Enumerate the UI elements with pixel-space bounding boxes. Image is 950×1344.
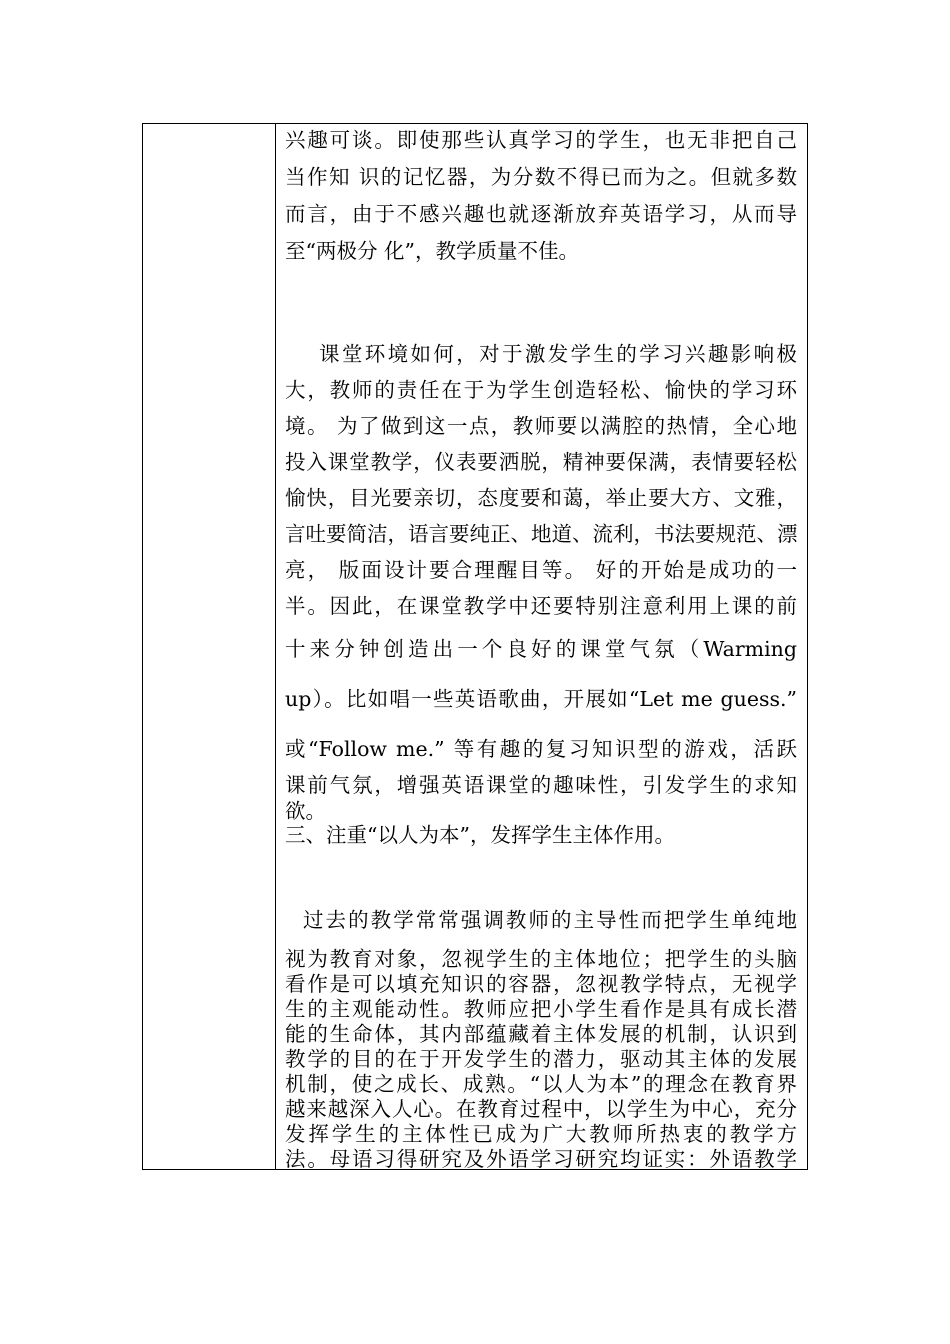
text-line: 当作知 识的记忆器，为分数不得已而为之。但就多数 (285, 165, 797, 189)
text-line: 或“Follow me.” 等有趣的复习知识型的游戏，活跃 (285, 737, 797, 761)
text-line: 兴趣可谈。即使那些认真学习的学生，也无非把自己 (285, 128, 797, 152)
text-line: 教学的目的在于开发学生的潜力，驱动其主体的发展 (285, 1047, 797, 1071)
text-line: 视为教育对象，忽视学生的主体地位；把学生的头脑 (285, 947, 797, 971)
text-line: 至“两极分 化”，教学质量不佳。 (285, 239, 579, 263)
text-line: up）。比如唱一些英语歌曲，开展如“Let me guess.” (285, 687, 797, 711)
text-line: 愉快，目光要亲切，态度要和蔼，举止要大方、文雅， (285, 486, 797, 510)
text-line: 言吐要简洁，语言要纯正、地道、流利，书法要规范、漂 (285, 522, 797, 546)
text-line: 境。 为了做到这一点，教师要以满腔的热情，全心地 (285, 414, 797, 438)
paragraph-first-line: 过去的教学常常强调教师的主导性而把学生单纯地 (303, 908, 797, 932)
text-line: 法。母语习得研究及外语学习研究均证实：外语教学 (285, 1147, 797, 1169)
text-line: 机制，使之成长、成熟。“以人为本”的理念在教育界 (285, 1072, 797, 1096)
text-line: 能的生命体，其内部蕴藏着主体发展的机制，认识到 (285, 1022, 797, 1046)
text-line: 看作是可以填充知识的容器，忽视教学特点，无视学 (285, 972, 797, 996)
text-line: 十来分钟创造出一个良好的课堂气氛（Warming (285, 637, 797, 661)
paragraph-first-line: 课堂环境如何，对于激发学生的学习兴趣影响极 (319, 342, 797, 366)
text-line: 越来越深入人心。在教育过程中，以学生为中心，充分 (285, 1097, 797, 1121)
document-table (142, 123, 808, 1170)
text-line: 生的主观能动性。教师应把小学生看作是具有成长潜 (285, 997, 797, 1021)
text-line: 大，教师的责任在于为学生创造轻松、愉快的学习环 (285, 378, 797, 402)
text-line: 而言，由于不感兴趣也就逐渐放弃英语学习，从而导 (285, 202, 797, 226)
text-line: 发挥学生的主体性已成为广大教师所热衷的教学方 (285, 1122, 797, 1146)
left-empty-cell (143, 124, 276, 1169)
text-line: 投入课堂教学，仪表要洒脱，精神要保满，表情要轻松 (285, 450, 797, 474)
text-line: 亮， 版面设计要合理醒目等。 好的开始是成功的一 (285, 558, 797, 582)
text-line: 半。因此，在课堂教学中还要特别注意利用上课的前 (285, 594, 797, 618)
text-cell (285, 124, 797, 1169)
text-line: 课前气氛，增强英语课堂的趣味性，引发学生的求知 (285, 773, 797, 797)
section-heading: 三、注重“以人为本”，发挥学生主体作用。 (285, 823, 675, 847)
text-line: 欲。 (285, 799, 326, 823)
